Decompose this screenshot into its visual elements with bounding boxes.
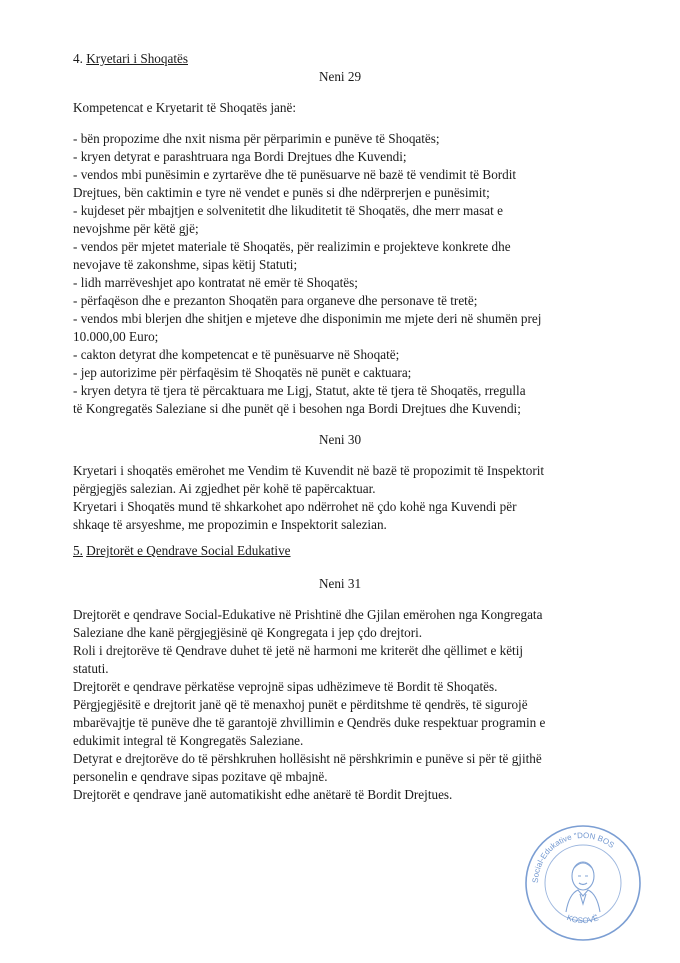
portrait-icon xyxy=(566,862,600,912)
stamp-text-top: Social-Edukative "DON BOS xyxy=(530,830,616,884)
list-item: - vendos mbi punësimin e zyrtarëve dhe të punësuarve në bazë të vendimit të Bordit xyxy=(73,167,517,182)
paragraph-line: shkaqe të arsyeshme, me propozimin e Inspektorit salezian. xyxy=(73,517,387,532)
section-5-heading xyxy=(73,543,291,559)
section-4-heading xyxy=(73,51,188,67)
list-item: - përfaqëson dhe e prezanton Shoqatën para organeve dhe personave të tretë; xyxy=(73,293,478,308)
article-31-label: Neni 31 xyxy=(318,576,362,591)
paragraph-line: Drejtorët e qendrave janë automatikisht edhe anëtarë të Bordit Drejtues. xyxy=(73,787,453,802)
paragraph-line: Roli i drejtorëve të Qendrave duhet të jetë në harmoni me kriterët dhe qëllimet e këtij xyxy=(73,643,524,658)
list-item: - vendos për mjetet materiale të Shoqatës, për realizimin e projekteve konkrete dhe xyxy=(73,239,511,254)
article-29-intro: Kompetencat e Kryetarit të Shoqatës janë: xyxy=(73,100,297,115)
list-item: të Kongregatës Saleziane si dhe punët që i besohen nga Bordi Drejtues dhe Kuvendi; xyxy=(73,401,521,416)
list-item: - lidh marrëveshjet apo kontratat në emër të Shoqatës; xyxy=(73,275,358,290)
paragraph-line: përgjegjës salezian. Ai zgjedhet për kohë të papërcaktuar. xyxy=(73,481,376,496)
list-item: - bën propozime dhe nxit nisma për përparimin e punëve të Shoqatës; xyxy=(73,131,440,146)
paragraph-line: mbarëvajtje të punëve dhe të garantojë zhvillimin e Qendrës duke respektuar programin e xyxy=(73,715,546,730)
paragraph-line: Drejtorët e qendrave Social-Edukative në Prishtinë dhe Gjilan emërohen nga Kongregata xyxy=(73,607,543,622)
organization-stamp xyxy=(522,822,644,944)
paragraph-line: Kryetari i Shoqatës mund të shkarkohet apo ndërrohet në çdo kohë nga Kuvendi për xyxy=(73,499,517,514)
paragraph-line: statuti. xyxy=(73,661,109,676)
stamp-text-bottom: KOSOVË xyxy=(565,913,600,926)
section-4-title: Kryetari i Shoqatës xyxy=(86,51,188,66)
section-5-title: Drejtorët e Qendrave Social Edukative xyxy=(86,543,291,558)
list-item: - cakton detyrat dhe kompetencat e të punësuarve në Shoqatë; xyxy=(73,347,400,362)
list-item: - jep autorizime për përfaqësim të Shoqatës në punët e caktuara; xyxy=(73,365,412,380)
paragraph-line: Detyrat e drejtorëve do të përshkruhen hollësisht në përshkrimin e punëve si për të gjithë xyxy=(73,751,542,766)
paragraph-line: Kryetari i shoqatës emërohet me Vendim të Kuvendit në bazë të propozimit të Inspektorit xyxy=(73,463,545,478)
paragraph-line: Saleziane dhe kanë përgjegjësinë që Kongregata i jep çdo drejtori. xyxy=(73,625,423,640)
paragraph-line: edukimit integral të Kongregatës Saleziane. xyxy=(73,733,304,748)
list-item: - kryen detyra të tjera të përcaktuara me Ligj, Statut, akte të tjera të Shoqatës, rregulla xyxy=(73,383,526,398)
list-item: 10.000,00 Euro; xyxy=(73,329,159,344)
list-item: nevojave të zakonshme, sipas këtij Statuti; xyxy=(73,257,298,272)
list-item: - kujdeset për mbajtjen e solvenitetit dhe likuditetit të Shoqatës, dhe merr masat e xyxy=(73,203,503,218)
section-5-number: 5. xyxy=(73,543,83,558)
article-30-label: Neni 30 xyxy=(318,432,362,447)
list-item: - vendos mbi blerjen dhe shitjen e mjeteve dhe disponimin me mjete deri në shumën prej xyxy=(73,311,542,326)
article-29-label: Neni 29 xyxy=(318,69,362,84)
paragraph-line: Përgjegjësitë e drejtorit janë që të menaxhoj punët e përditshme të qendrës, të sigurojë xyxy=(73,697,528,712)
paragraph-line: Drejtorët e qendrave përkatëse veprojnë sipas udhëzimeve të Bordit të Shoqatës. xyxy=(73,679,498,694)
list-item: Drejtues, bën caktimin e tyre në vendet e punës si dhe ndërprerjen e punësimit; xyxy=(73,185,490,200)
section-4-number: 4. xyxy=(73,51,83,66)
list-item: - kryen detyrat e parashtruara nga Bordi Drejtues dhe Kuvendi; xyxy=(73,149,407,164)
list-item: nevojshme për këtë gjë; xyxy=(73,221,199,236)
paragraph-line: personelin e qendrave sipas pozitave që mbajnë. xyxy=(73,769,328,784)
